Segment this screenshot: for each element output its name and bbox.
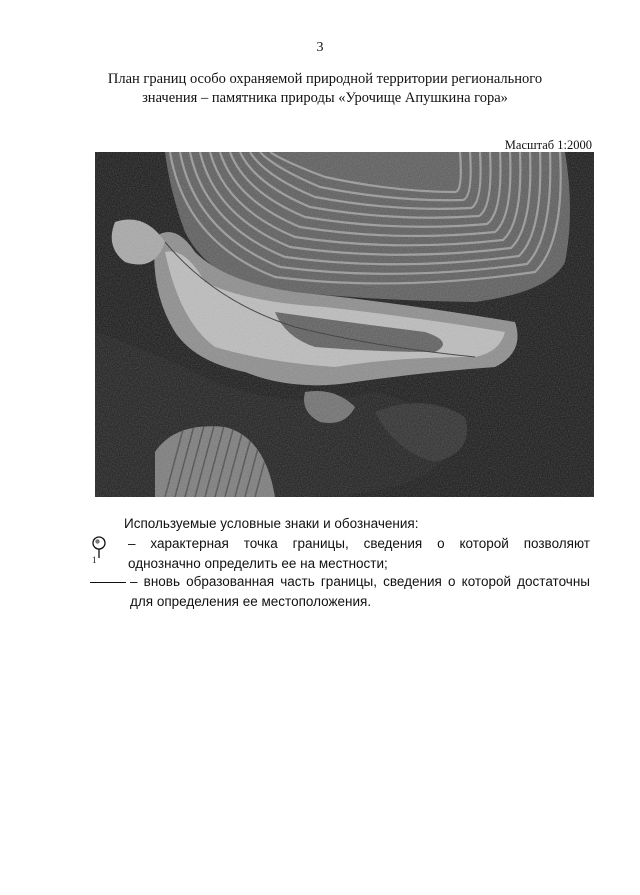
- legend-item-text: [128, 534, 590, 574]
- legend-item-text-line-2: однозначно определить ее на местности;: [128, 556, 388, 571]
- legend-item-boundary-point: [90, 534, 590, 574]
- aerial-photo-graphic: [95, 152, 594, 497]
- point-number: 1: [92, 555, 97, 565]
- title-line-1: План границ особо охраняемой природной территории регионального: [107, 71, 543, 87]
- legend-item-text-line-2: для определения ее местоположения.: [130, 594, 372, 609]
- page-number: 3: [316, 40, 324, 55]
- legend-header: Используемые условные знаки и обозначения:: [124, 516, 419, 531]
- scale-label: Масштаб 1:2000: [504, 138, 592, 152]
- page-title: [80, 70, 570, 108]
- legend-item-boundary-line: [90, 572, 590, 612]
- title-line-2: значения – памятника природы «Урочище Апушкина гора»: [142, 90, 508, 106]
- legend-item-text-line-1: – характерная точка границы, сведения о которой позволяют: [128, 536, 590, 551]
- legend-item-text-line-1: – вновь образованная часть границы, сведения о которой достаточны: [130, 574, 590, 589]
- aerial-photo: [95, 152, 594, 497]
- boundary-line-icon: [90, 582, 126, 583]
- legend-item-text: [130, 572, 590, 612]
